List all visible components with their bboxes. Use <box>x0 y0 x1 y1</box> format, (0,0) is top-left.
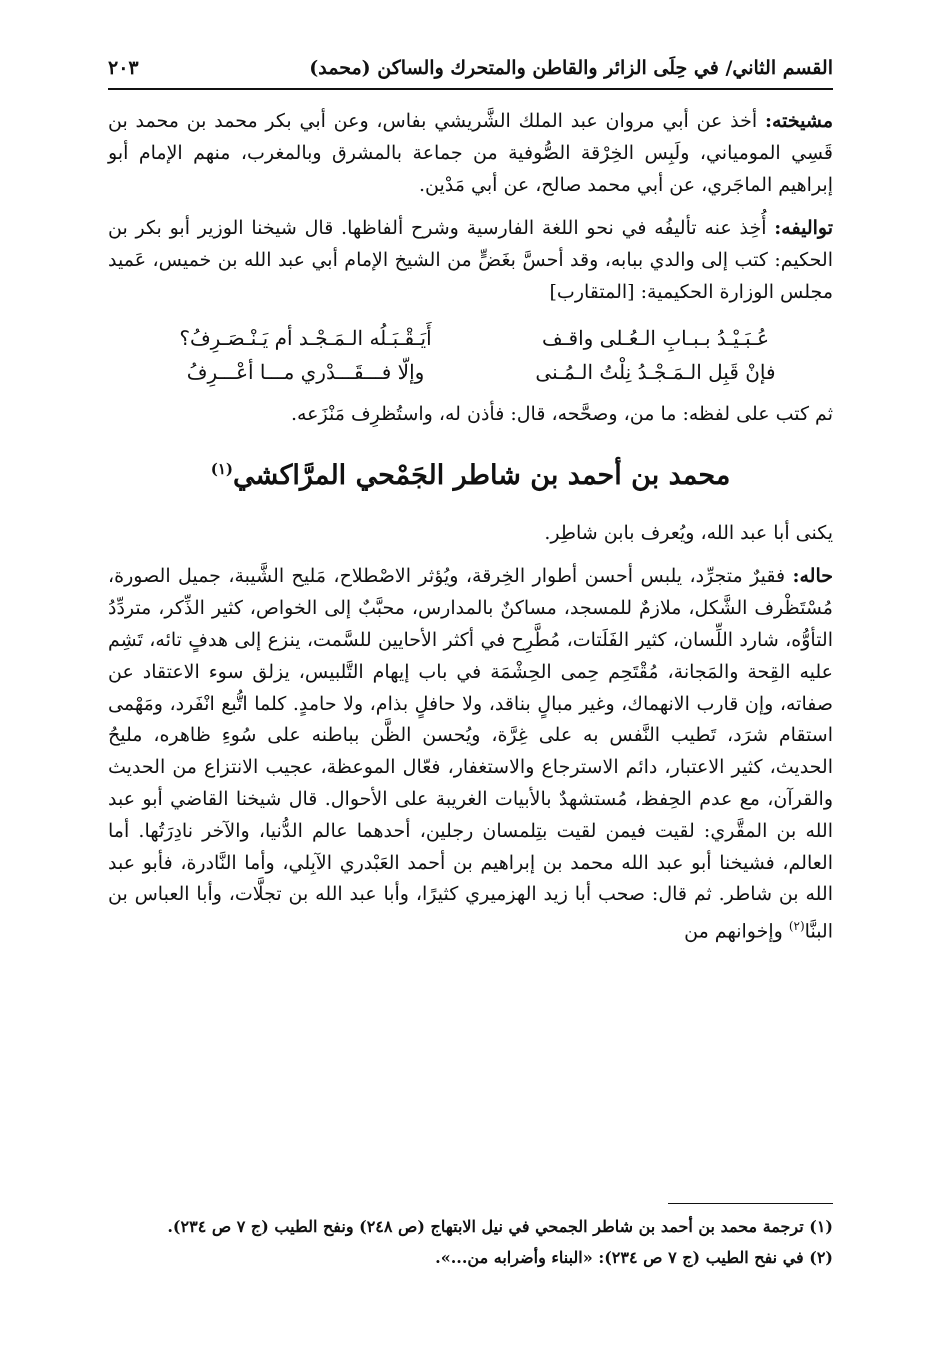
footnote-rule <box>668 1203 833 1204</box>
paragraph-haluh <box>108 561 833 948</box>
footnote: (٢) في نفح الطيب (ج ٧ ص ٢٣٤): «البناء وأضرابه من...». <box>435 1248 833 1267</box>
paragraph-kunya <box>108 518 833 550</box>
poem-verse <box>108 321 833 355</box>
paragraph-tawalif <box>108 213 833 308</box>
verse-second-hemistich: أَيَـقْـبَـلُه الـمَـجْـد أم يَـنْـصَـرِفُ؟ <box>179 325 432 350</box>
paragraph-keyword: مشيخته: <box>764 110 833 132</box>
page-number: ٢٠٣ <box>108 57 139 79</box>
footnote-ref: (١) <box>210 459 233 478</box>
paragraph-after-poem <box>108 399 833 431</box>
footnotes <box>108 1214 833 1276</box>
poem <box>108 321 833 389</box>
paragraph-text: فقيرٌ متجرِّد، يلبس أحسن أطوار الخِرقة، ويُؤثر الاصْطلاح، مَليح الشَّيبة، جميل الصورة، مُسْتَظْرف الشَّكل، ملازمٌ للمسجد، مساكنٌ بالمدارس، محبَّبٌ إلى الخواص، كثير الذِّكر، متردِّدُ التأوُّه، شارد اللِّسان، كثير الفَلَتات، مُطَّرِح في أكثر الأحايين للسَّمت، ينزع إلى هدفٍ تائه، تَشِم عليه القِحة والمَجانة، مُقْتَحِم حِمى الحِشْمَة في باب إيهام التَّلبيس، يزلق سوء الاعتقاد عن صفاته، وإن قارب الانهماك، وغير مبالٍ بناقد، ولا حافلٍ بذام، ولا حامدٍ. كلما اتُّبع انْفَرد، ومَهْمى استقام شرَد، تَطيب النَّفس به على غِرَّة، ويُحسن الظَّن بباطنه على سُوءِ ظاهره، مليحُ الحديث، كثير الاعتبار، دائم الاسترجاع والاستغفار، فعّال الموعظة، عجيب الانتزاع من الحديث والقرآن، مع عدم الحِفظ، مُستشهدٌ بالأبيات الغريبة على الأحوال. قال شيخنا القاضي أبو عبد الله بن المقَّري: لقيت فيمن لقيت بتِلمسان رجلين، أحدهما عالم الدُّنيا، والآخر نادِرَتُها. أما العالم، فشيخنا أبو عبد الله محمد بن إبراهيم بن أحمد العَبْدري الآبِلي، وأما النَّادرة، فأبو عبد الله بن شاطر. ثم قال: صحب أبا زيد الهزميري كثيرًا، وأبا عبد الله بن تجلَّات، وأبا العباس بن البنَّا <box>108 565 833 943</box>
header-rule <box>108 88 833 90</box>
verse-first-hemistich: عُـبَـيْـدُ بـبـابِ الـعُـلى واقـف <box>541 325 770 350</box>
paragraph-text: ثم كتب على لفظه: ما من، وصحَّحه، قال: فأذن له، واستُظرِف مَنْزَعه. <box>290 402 833 425</box>
section-heading <box>108 449 833 496</box>
main-text <box>108 106 833 960</box>
footnote-ref: (٢) <box>788 919 805 934</box>
section-heading-text: محمد بن أحمد بن شاطر الجَمْحي المرَّاكشي <box>232 459 731 491</box>
running-header <box>108 50 833 86</box>
paragraph-keyword: حاله: <box>792 565 833 588</box>
verse-second-hemistich: وإلّا فـــقَـــدْري مـــا أعْـــرِفُ <box>186 359 425 384</box>
footnote: (١) ترجمة محمد بن أحمد بن شاطر الجمحي في نيل الابتهاج (ص ٢٤٨) ونفح الطيب (ج ٧ ص ٢٣٤). <box>167 1217 833 1236</box>
paragraph-mashyakha <box>108 106 833 201</box>
paragraph-keyword: تواليفه: <box>774 217 833 240</box>
paragraph-text-end: وإخوانهم من <box>684 920 789 943</box>
paragraph-text: يكنى أبا عبد الله، ويُعرف بابن شاطِر. <box>544 521 833 544</box>
paragraph-text: أخذ عن أبي مروان عبد الملك الشَّريشي بفاس، وعن أبي بكر محمد بن محمد بن قَسِي المومياني، ولَبِس الخِرْقة الصُّوفية من جماعة بالمشرق وبالمغرب، منهم الإمام أبو إبراهيم الماجَري، عن أبي محمد صالح، عن أبي مَدْين. <box>108 110 833 196</box>
paragraph-text: أُخِذ عنه تأليفُه في نحو اللغة الفارسية وشرح ألفاظها. قال شيخنا الوزير أبو بكر بن الحكيم: كتب إلى والدي ببابه، وقد أحسَّ بغَضٍّ من الشيخ الإمام أبي عبد الله بن خميس، عَميد مجلس الوزارة الحكيمية: [المتقارب] <box>108 217 833 303</box>
poem-verse <box>108 355 833 389</box>
verse-first-hemistich: فإنْ قَبِل الـمَـجْـدُ نِلْتُ الـمُـنى <box>535 359 776 384</box>
running-title: القسم الثاني/ في حِلَى الزائر والقاطن والمتحرك والساكن (محمد) <box>309 57 833 79</box>
